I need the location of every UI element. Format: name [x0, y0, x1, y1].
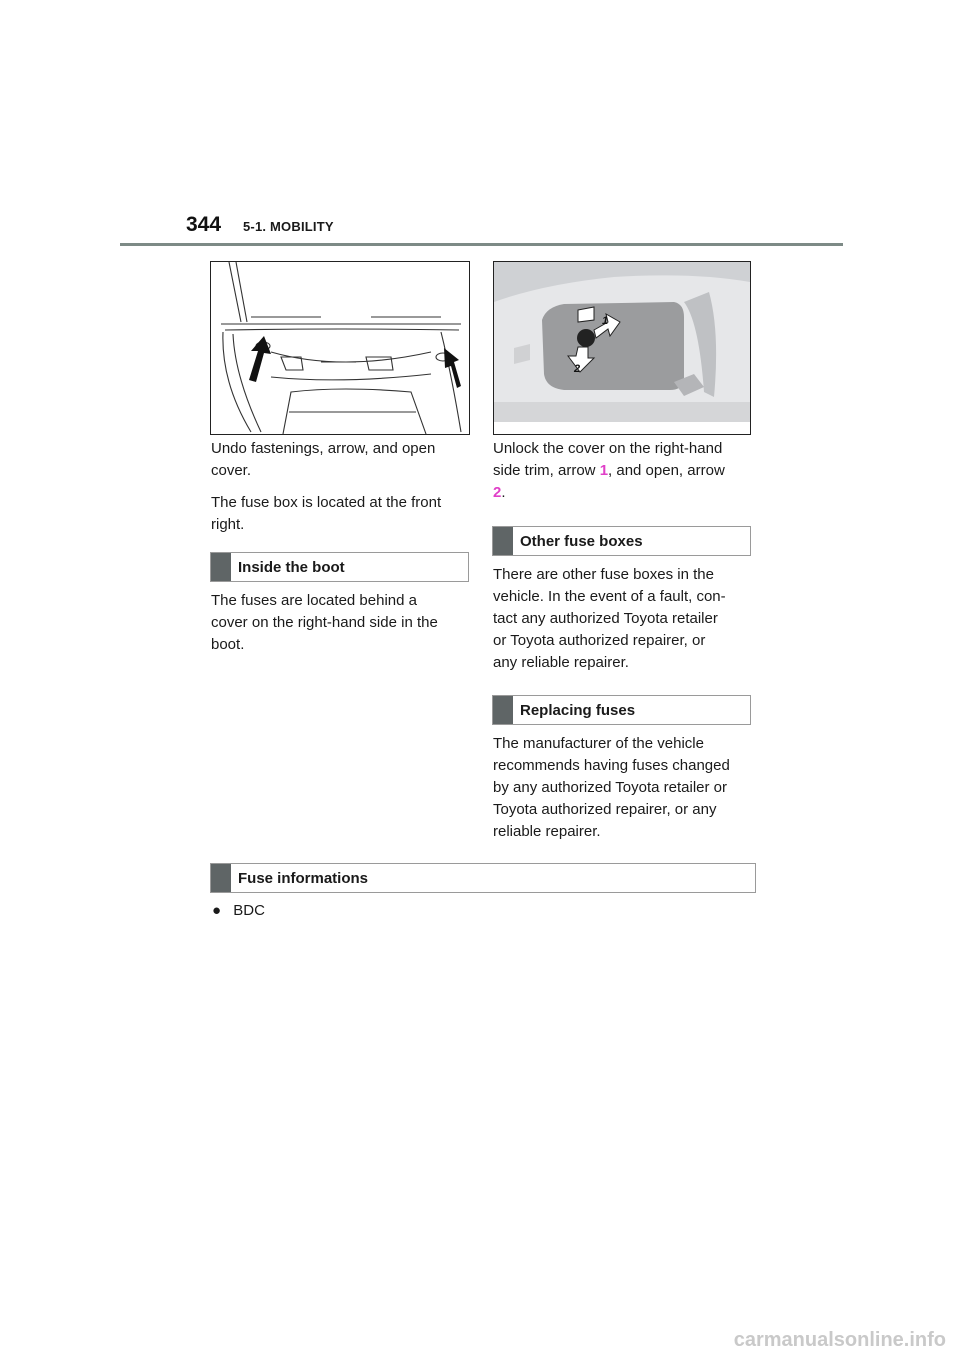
- figure-label-2: 2: [574, 363, 581, 375]
- figure-right-trim-cover: [493, 261, 751, 435]
- paragraph-line: [493, 482, 755, 504]
- paragraph-line: [493, 460, 755, 482]
- left-text-block: [211, 438, 473, 536]
- section-bar: [493, 696, 513, 724]
- fuse-box-location-line: right.: [211, 516, 245, 533]
- page-number: 344: [186, 213, 222, 236]
- trim-cover-illustration: [494, 262, 750, 434]
- figure-caption-line: cover.: [211, 462, 252, 479]
- paragraph-line: Unlock the cover on the right-hand: [493, 440, 723, 457]
- figure-label-1: 1: [602, 315, 609, 327]
- section-header-fuse-informations: [210, 863, 756, 893]
- section-bar: [211, 553, 231, 581]
- paragraph-line: or Toyota authorized repairer, or: [493, 632, 706, 649]
- paragraph-line: The fuses are located behind a: [211, 592, 417, 609]
- text-run: , and open, arrow: [608, 462, 725, 479]
- arrow-2-label: 2: [493, 484, 502, 501]
- inside-boot-text: [211, 590, 473, 656]
- chapter-title: 5-1. MOBILITY: [243, 219, 334, 234]
- paragraph-line: recommends having fuses changed: [493, 757, 730, 774]
- paragraph-line: reliable repairer.: [493, 823, 601, 840]
- paragraph-line: vehicle. In the event of a fault, con-: [493, 588, 726, 605]
- paragraph-line: tact any authorized Toyota retailer: [493, 610, 718, 627]
- paragraph-line: The manufacturer of the vehicle: [493, 735, 704, 752]
- fuse-box-location-line: The fuse box is located at the front: [211, 494, 442, 511]
- figure-boot-lid-fastenings: [210, 261, 470, 435]
- bullet-item-bdc: [212, 902, 265, 919]
- other-fuse-boxes-text: [493, 564, 755, 674]
- section-title: Replacing fuses: [520, 701, 636, 719]
- text-run: side trim, arrow: [493, 462, 600, 479]
- section-bar: [211, 864, 231, 892]
- paragraph-line: by any authorized Toyota retailer or: [493, 779, 728, 796]
- bullet-text: BDC: [233, 902, 265, 919]
- watermark: carmanualsonline.info: [733, 1329, 946, 1351]
- figure-caption-line: Undo fastenings, arrow, and open: [211, 440, 436, 457]
- paragraph-line: any reliable repairer.: [493, 654, 629, 671]
- unlock-text-block: [493, 438, 755, 504]
- section-bar: [493, 527, 513, 555]
- paragraph-line: There are other fuse boxes in the: [493, 566, 714, 583]
- paragraph-line: cover on the right-hand side in the: [211, 614, 438, 631]
- arrow-1-label: 1: [599, 462, 609, 479]
- header-rule: [120, 243, 843, 246]
- text-run: .: [501, 484, 506, 501]
- arrow-icon: [211, 262, 469, 434]
- section-title: Fuse informations: [238, 869, 369, 887]
- paragraph-line: boot.: [211, 636, 245, 653]
- section-title: Inside the boot: [238, 558, 345, 576]
- bullet-icon: ●: [212, 902, 222, 919]
- section-title: Other fuse boxes: [520, 532, 643, 550]
- section-header-replacing-fuses: [492, 695, 751, 725]
- replacing-fuses-text: [493, 733, 755, 843]
- section-header-other-fuse-boxes: [492, 526, 751, 556]
- paragraph-line: Toyota authorized repairer, or any: [493, 801, 717, 818]
- section-header-inside-boot: [210, 552, 469, 582]
